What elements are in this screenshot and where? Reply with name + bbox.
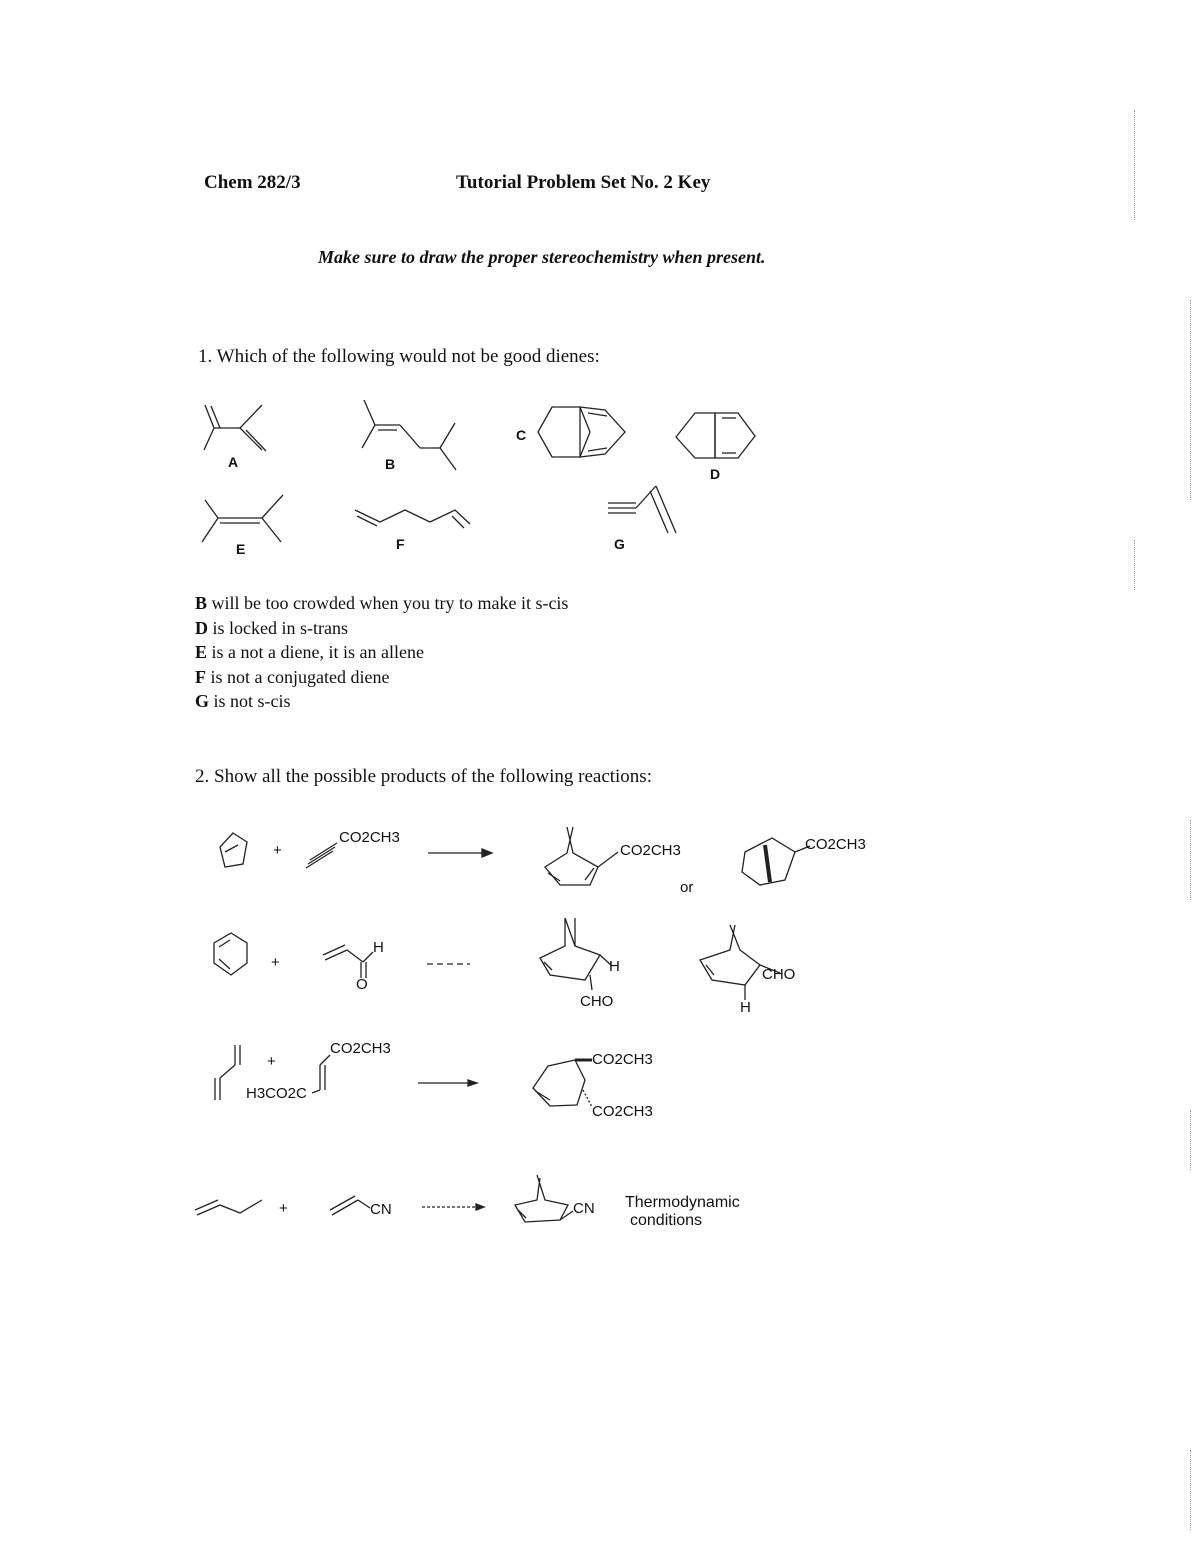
answer-row: D is locked in s-trans [195, 617, 348, 638]
course-code: Chem 282/3 [204, 172, 301, 193]
answer-row: G is not s-cis [195, 691, 291, 711]
answer-row: E is a not a diene, it is an allene [195, 642, 424, 662]
q1-answers [195, 591, 568, 714]
label-d: D [710, 466, 721, 482]
reaction-2-drawing [214, 918, 780, 1000]
r4-condition-note: Thermodynamic conditions [625, 1194, 740, 1229]
question-1: 1. Which of the following would not be good dienes: [198, 346, 600, 367]
r2-product1-cho: CHO [580, 993, 614, 1010]
plus-sign: + [279, 1200, 288, 1217]
label-g: G [614, 536, 625, 552]
answer-row: B will be too crowded when you try to make it s-cis [195, 593, 569, 613]
plus-sign: + [273, 842, 282, 859]
scan-edge-mark [1190, 820, 1191, 900]
r3-product-bottom: CO2CH3 [592, 1103, 653, 1120]
label-f: F [396, 536, 405, 552]
scan-edge-mark [1190, 300, 1191, 500]
page-title: Tutorial Problem Set No. 2 Key [456, 172, 711, 193]
question-2: 2. Show all the possible products of the following reactions: [195, 766, 652, 787]
instruction-text: Make sure to draw the proper stereochemistry when present. [318, 247, 766, 267]
structure-a [204, 405, 266, 451]
structure-e [202, 495, 283, 542]
r4-product-label: CN [573, 1200, 595, 1217]
answer-row: F is not a conjugated diene [195, 666, 390, 687]
scan-edge-mark [1134, 110, 1135, 220]
structure-d [676, 413, 755, 458]
plus-sign: + [267, 1053, 276, 1070]
r2-reagent-o: O [356, 976, 368, 993]
r3-reagent-top: CO2CH3 [330, 1040, 391, 1057]
scan-edge-mark [1134, 540, 1135, 590]
or-label: or [680, 879, 694, 896]
r2-product1-h: H [609, 958, 620, 975]
scan-edge-mark [1190, 1110, 1191, 1170]
label-e: E [236, 541, 246, 557]
r3-reagent-left: H3CO2C [246, 1085, 307, 1102]
r2-product2-cho: CHO [762, 966, 796, 983]
label-a: A [228, 454, 239, 470]
scan-edge-mark [1190, 1450, 1191, 1530]
label-c: C [516, 427, 527, 443]
structure-c [538, 407, 625, 457]
r1-product1-label: CO2CH3 [620, 842, 681, 859]
r2-product2-h: H [740, 999, 751, 1016]
reaction-1-drawing [220, 827, 810, 885]
r2-reagent-h: H [373, 939, 384, 956]
structure-f [355, 510, 470, 528]
plus-sign: + [271, 954, 280, 971]
r3-product-top: CO2CH3 [592, 1051, 653, 1068]
r1-reagent-label: CO2CH3 [339, 829, 400, 846]
r1-product2-label: CO2CH3 [805, 836, 866, 853]
structure-b [362, 400, 456, 470]
r4-reagent-label: CN [370, 1201, 392, 1218]
structure-g [608, 486, 676, 533]
label-b: B [385, 456, 396, 472]
